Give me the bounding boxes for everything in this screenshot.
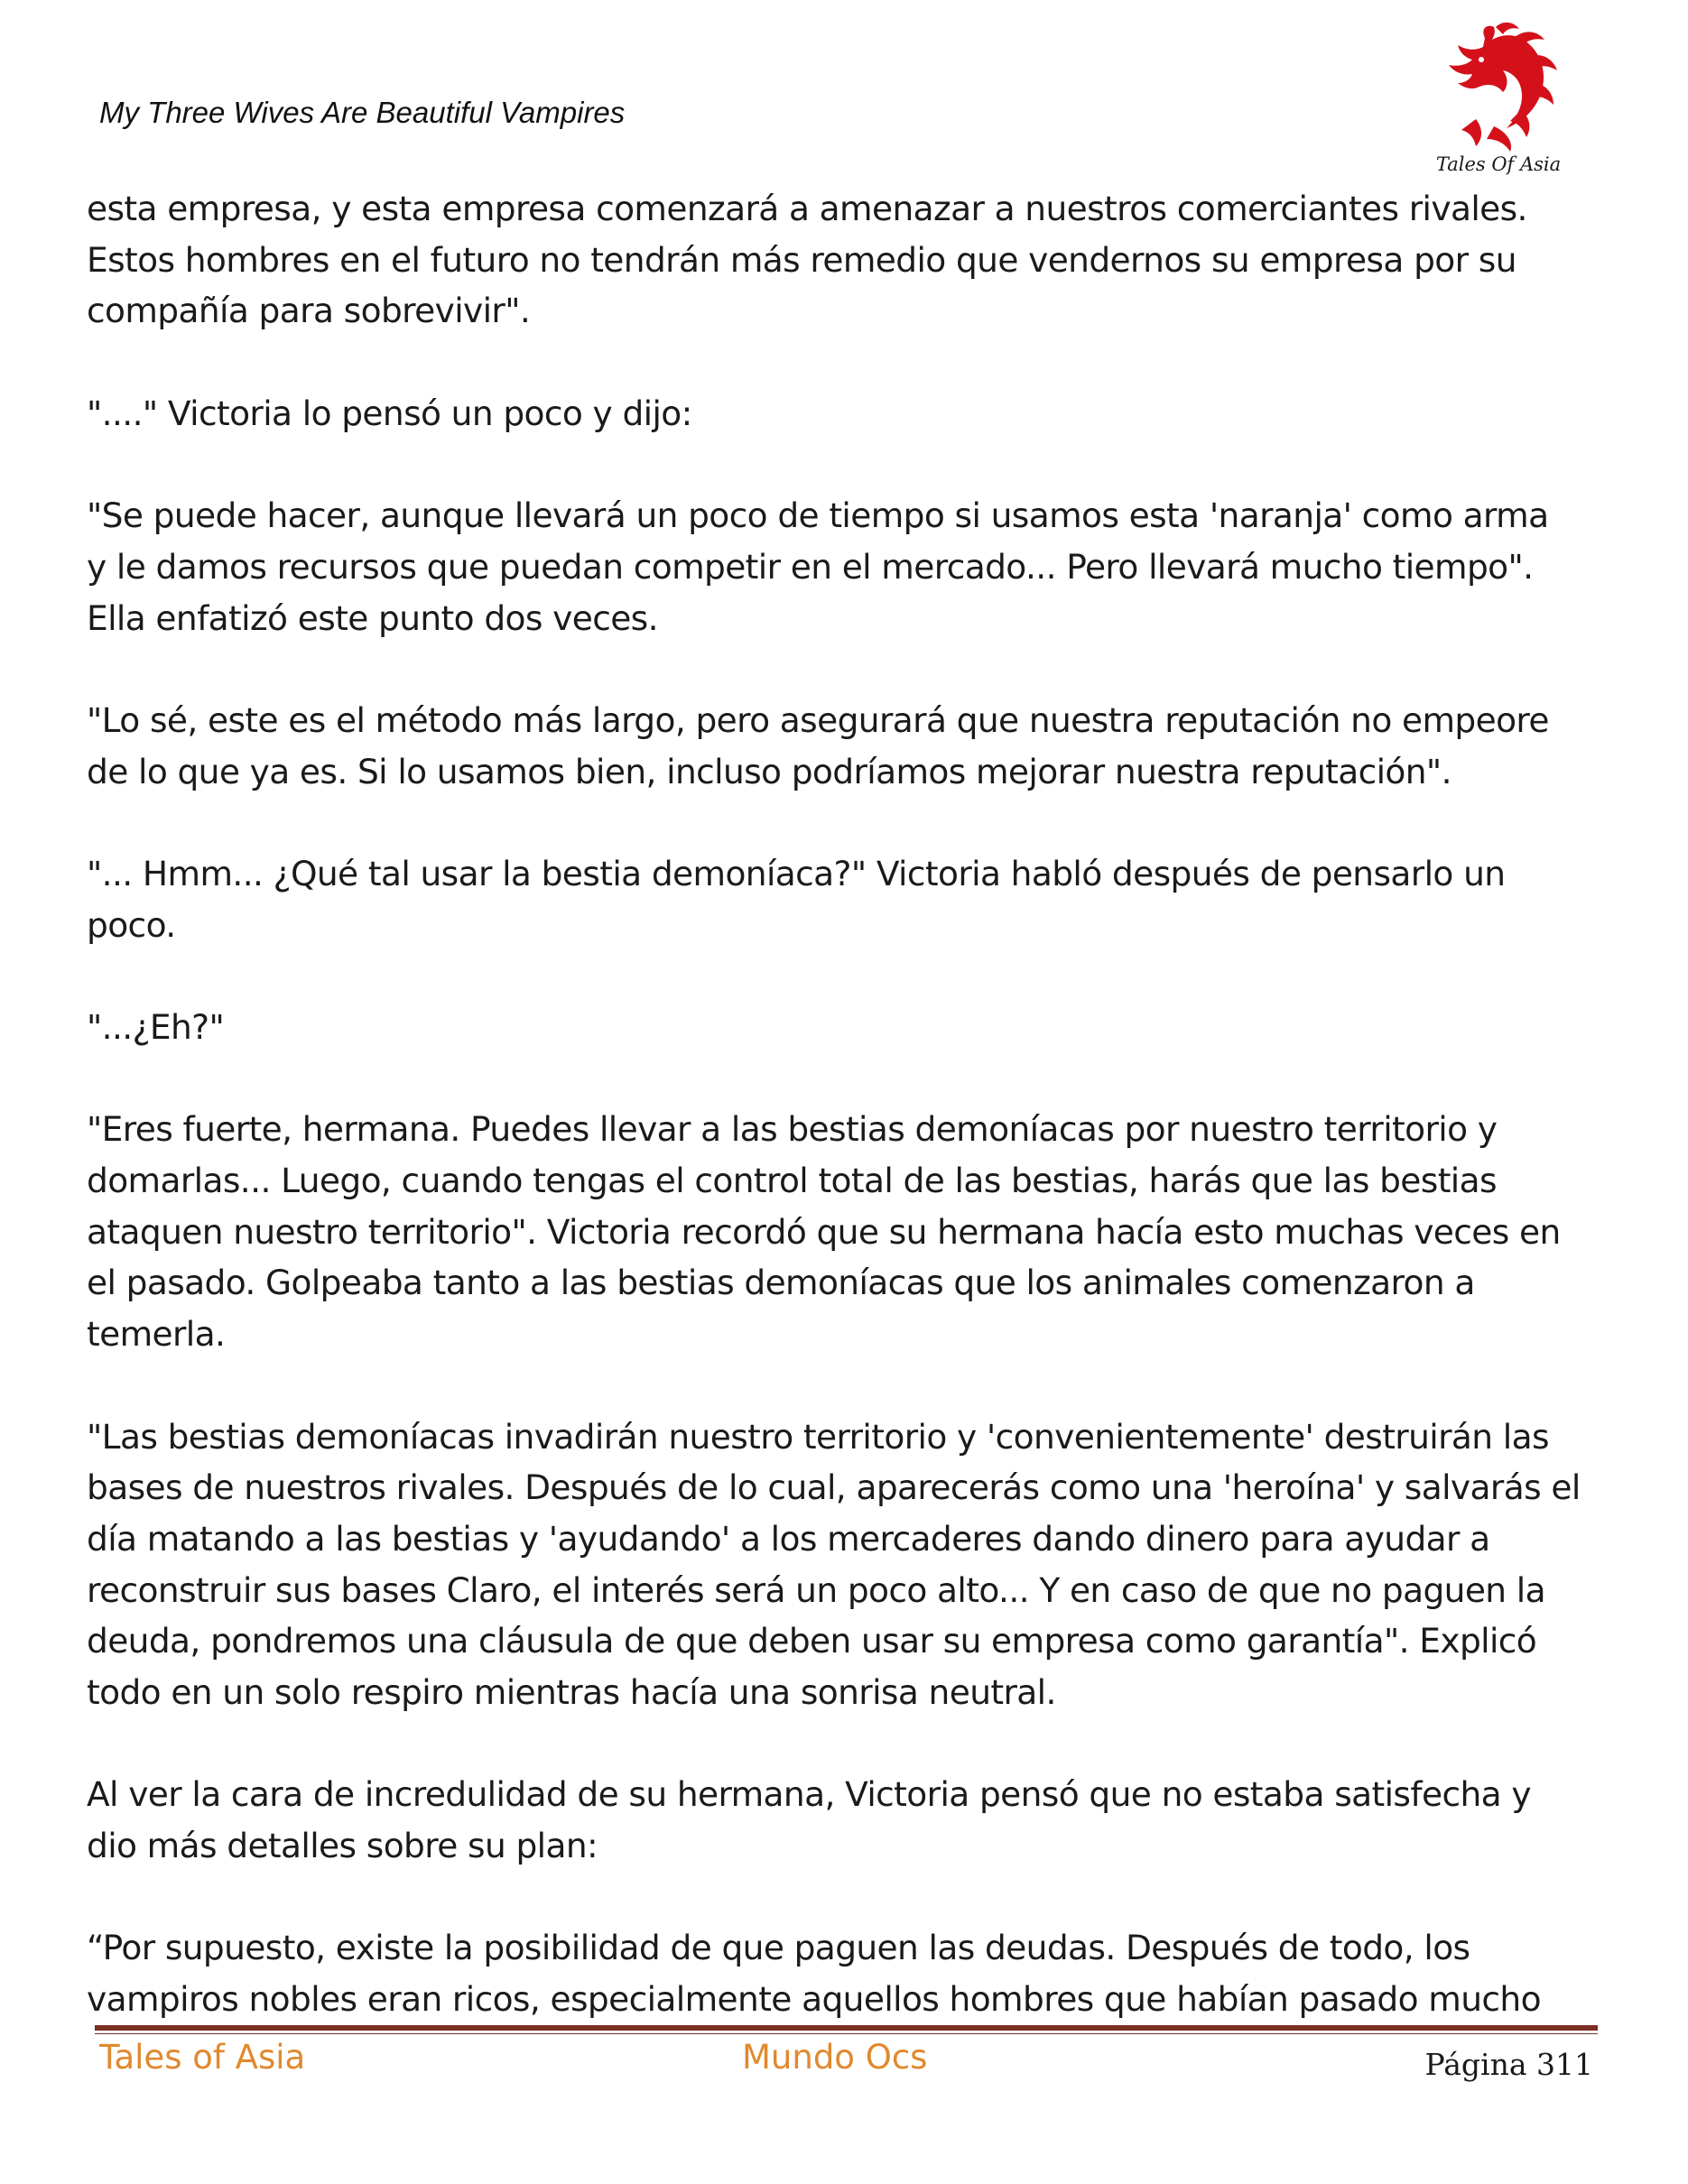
text-line: reconstruir sus bases Claro, el interés será un poco alto... Y en caso de que no paguen la [87,1569,1545,1610]
text-line: ataquen nuestro territorio". Victoria recordó que su hermana hacía esto muchas veces en [87,1211,1561,1252]
text-line: el pasado. Golpeaba tanto a las bestias demoníacas que los animales comenzaron a [87,1263,1475,1303]
text-line: "... Hmm... ¿Qué tal usar la bestia demoníaca?" Victoria habló después de pensarlo un [87,853,1506,893]
text-line: "Eres fuerte, hermana. Puedes llevar a las bestias demoníacas por nuestro territorio y [87,1109,1498,1150]
paragraph-gap [87,337,1621,388]
footer-divider-thin [95,2033,1598,2034]
text-line: Estos hombres en el futuro no tendrán más remedio que vendernos su empresa por su [87,239,1516,280]
paragraph-gap [87,643,1621,695]
page-body-text [87,183,1621,2025]
text-line: compañía para sobrevivir". [87,291,531,331]
dragon-icon [1431,20,1566,155]
text-line: dio más detalles sobre su plan: [87,1826,598,1865]
footer-site-name: Tales of Asia [99,2038,306,2077]
text-line: "Las bestias demoníacas invadirán nuestro territorio y 'convenientemente' destruirán las [87,1416,1549,1457]
text-line: todo en un solo respiro mientras hacía una sonrisa neutral. [87,1671,1056,1712]
text-line: esta empresa, y esta empresa comenzará a amenazar a nuestros comerciantes rivales. [87,189,1527,228]
page-header-title: My Three Wives Are Beautiful Vampires [99,96,626,129]
text-line: "...¿Eh?" [87,1007,225,1047]
text-line: y le damos recursos que puedan competir en el mercado... Pero llevará mucho tiempo". [87,546,1534,587]
text-line: de lo que ya es. Si lo usamos bien, incluso podríamos mejorar nuestra reputación". [87,751,1451,791]
text-line: poco. [87,904,176,945]
paragraph-gap [87,439,1621,490]
paragraph-gap [87,1053,1621,1105]
text-line: día matando a las bestias y 'ayudando' a los mercaderes dando dinero para ayudar a [87,1518,1490,1559]
text-line: “Por supuesto, existe la posibilidad de que paguen las deudas. Después de todo, los [87,1928,1470,1968]
tales-of-asia-logo [1431,20,1566,182]
text-line: bases de nuestros rivales. Después de lo cual, aparecerás como una 'heroína' y salvarás el [87,1467,1581,1508]
text-line: deuda, pondremos una cláusula de que deben usar su empresa como garantía". Explicó [87,1621,1537,1661]
text-line: vampiros nobles eran ricos, especialmente aquellos hombres que habían pasado mucho [87,1979,1541,2020]
paragraph-gap [87,1872,1621,1923]
text-line: "...." Victoria lo pensó un poco y dijo: [87,393,692,433]
text-line: "Lo sé, este es el método más largo, pero asegurará que nuestra reputación no empeore [87,699,1549,740]
paragraph-gap [87,950,1621,1002]
text-line: temerla. [87,1314,226,1355]
page-number: Página 311 [1424,2047,1593,2082]
text-line: Ella enfatizó este punto dos veces. [87,597,658,638]
paragraph-gap [87,1718,1621,1770]
text-line: Al ver la cara de incredulidad de su hermana, Victoria pensó que no estaba satisfecha y [87,1774,1531,1815]
paragraph-gap [87,797,1621,848]
text-line: "Se puede hacer, aunque llevará un poco de tiempo si usamos esta 'naranja' como arma [87,495,1549,536]
logo-caption: Tales Of Asia [1435,153,1562,175]
footer-divider [95,2025,1598,2031]
text-line: domarlas... Luego, cuando tengas el control total de las bestias, harás que las bestias [87,1161,1497,1201]
paragraph-gap [87,1360,1621,1411]
footer-section-name: Mundo Ocs [742,2038,928,2077]
